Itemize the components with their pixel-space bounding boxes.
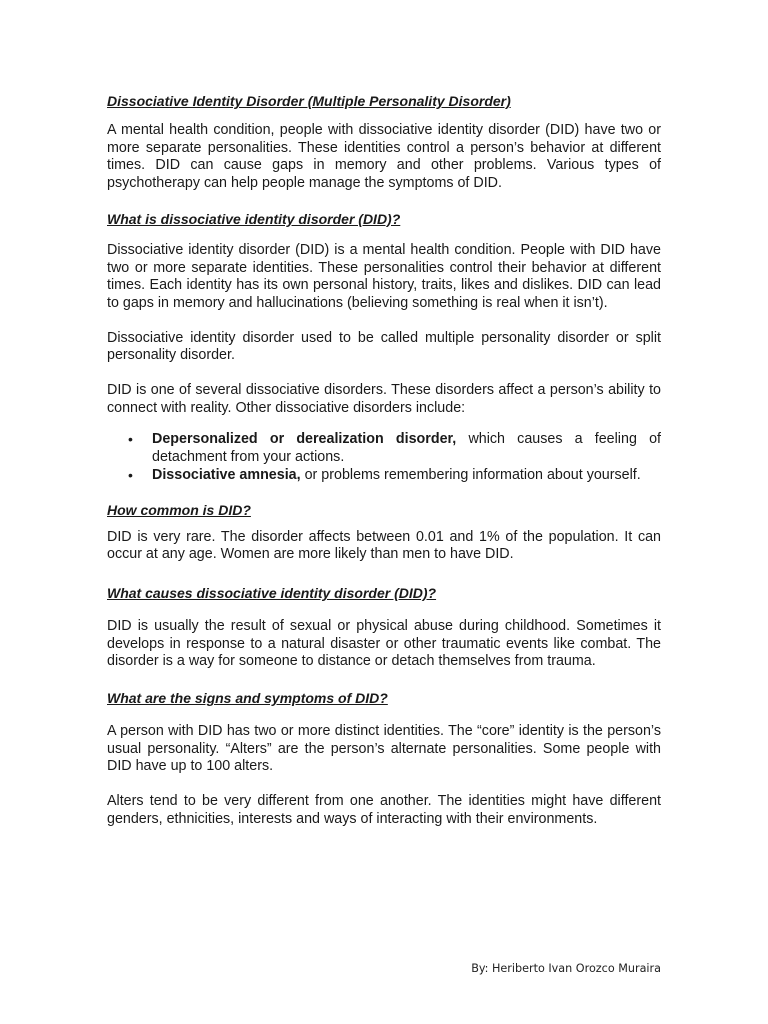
intro-paragraph: A mental health condition, people with dissociative identity disorder (DID) have two or more separate personalities. These identities control a person’s behavior at different times. DID can cause gaps in memory and other problems. Various types of psychotherapy can help people manage the symptoms of DID. (107, 122, 661, 192)
section-heading-causes: What causes dissociative identity disorder (DID)? (107, 584, 437, 601)
section-heading-what-is-did: What is dissociative identity disorder (DID)? (107, 210, 401, 227)
list-item (107, 431, 661, 466)
what-is-did-paragraph-3: DID is one of several dissociative disorders. These disorders affect a person’s ability to connect with reality. Other dissociative disorders include: (107, 382, 661, 416)
document-title: Dissociative Identity Disorder (Multiple Personality Disorder) (107, 93, 511, 109)
what-is-did-paragraph-2: Dissociative identity disorder used to be called multiple personality disorder or split personality disorder. (107, 329, 661, 364)
what-is-did-paragraph-1: Dissociative identity disorder (DID) is a mental health condition. People with DID have two or more separate identities. These personalities control their behavior at different times. Each identity has its own personal history, traits, likes and dislikes. DID can lead to gaps in memory and hallucinations (believing something is real when it isn’t). (107, 241, 661, 311)
signs-paragraph-1: A person with DID has two or more distinct identities. The “core” identity is the person’s usual personality. “Alters” are the person’s alternate personalities. Some people with DID have up to 100 alters. (107, 723, 661, 775)
bullet-icon: • (128, 466, 133, 483)
causes-paragraph: DID is usually the result of sexual or physical abuse during childhood. Sometimes it develops in response to a natural disaster or other traumatic events like combat. The disorder is a way for someone to distance or detach themselves from trauma. (107, 617, 661, 670)
bullet-icon: • (128, 431, 133, 448)
section-heading-how-common: How common is DID? (107, 501, 251, 518)
list-item (107, 467, 661, 485)
list-item-term: Depersonalized or derealization disorder, (152, 431, 457, 448)
list-item-term: Dissociative amnesia, (152, 466, 301, 483)
document-page (107, 92, 661, 846)
how-common-paragraph: DID is very rare. The disorder affects between 0.01 and 1% of the population. It can occur at any age. Women are more likely than men to have DID. (107, 528, 661, 563)
author-credit: By: Heriberto Ivan Orozco Muraira (471, 962, 661, 975)
section-heading-signs-symptoms: What are the signs and symptoms of DID? (107, 690, 388, 707)
dissociative-disorders-list (107, 431, 661, 484)
list-item-text: or problems remembering information about yourself. (300, 466, 641, 483)
list-item-text: which causes a feeling of detachment from your actions. (152, 431, 661, 466)
signs-paragraph-2: Alters tend to be very different from one another. The identities might have different genders, ethnicities, interests and ways of interacting with their environments. (107, 793, 661, 827)
